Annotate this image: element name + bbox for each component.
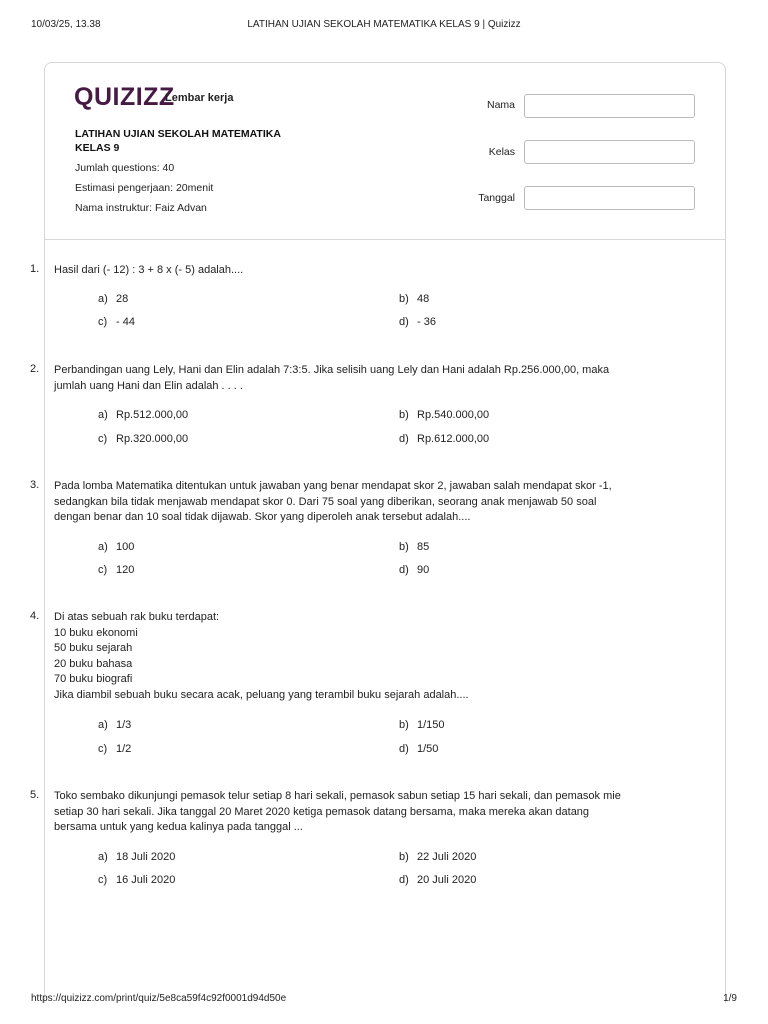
option-text: Rp.512.000,00 [116, 409, 189, 421]
option-b [399, 293, 429, 305]
option-a [98, 541, 134, 553]
sheet-type-label: Lembar kerja [165, 92, 234, 104]
instructor-name: Nama instruktur: Faiz Advan [75, 202, 207, 214]
option-letter: d) [399, 316, 409, 328]
option-text: 28 [116, 293, 129, 305]
option-text: - 44 [116, 316, 135, 328]
estimated-time: Estimasi pengerjaan: 20menit [75, 182, 214, 194]
question-number: 5. [30, 789, 40, 801]
option-a [98, 293, 128, 305]
option-letter: c) [98, 743, 108, 755]
quizizz-logo: QUIZIZZ [74, 83, 175, 111]
question-number: 2. [30, 363, 40, 375]
question-text: Perbandingan uang Lely, Hani dan Elin adalah 7:3:5. Jika selisih uang Lely dan Hani adalah Rp.256.000,00, maka jumlah uang Hani dan Elin adalah . . . . [54, 364, 610, 392]
quiz-title-line1: LATIHAN UJIAN SEKOLAH MATEMATIKA [75, 128, 281, 140]
option-c [98, 433, 188, 445]
option-a [98, 719, 131, 731]
option-letter: c) [98, 874, 108, 886]
option-c [98, 743, 131, 755]
print-url: https://quizizz.com/print/quiz/5e8ca59f4c92f0001d94d50e [31, 993, 287, 1004]
quiz-title [75, 127, 315, 155]
option-b [399, 409, 489, 421]
option-text: 1/3 [116, 719, 132, 731]
quiz-title-line2: KELAS 9 [75, 142, 120, 154]
option-letter: c) [98, 316, 108, 328]
option-b [399, 851, 476, 863]
question-number: 4. [30, 610, 40, 622]
option-text: Rp.320.000,00 [116, 433, 189, 445]
option-d [399, 874, 476, 886]
option-letter: b) [399, 293, 409, 305]
option-d [399, 433, 489, 445]
option-text: 90 [417, 564, 430, 576]
question-text: Di atas sebuah rak buku terdapat: 10 buku ekonomi 50 buku sejarah 20 buku bahasa 70 buku biografi Jika diambil sebuah buku secara acak, peluang yang terambil buku sejarah adalah.... [54, 611, 469, 701]
option-letter: d) [399, 564, 409, 576]
option-d [399, 743, 438, 755]
class-label: Kelas [488, 146, 515, 158]
option-d [399, 564, 429, 576]
option-a [98, 851, 175, 863]
option-letter: c) [98, 564, 108, 576]
option-text: 85 [417, 541, 430, 553]
question-text: Hasil dari (- 12) : 3 + 8 x (- 5) adalah.... [54, 264, 244, 276]
option-text: 18 Juli 2020 [116, 851, 176, 863]
option-letter: d) [399, 743, 409, 755]
option-letter: a) [98, 719, 108, 731]
option-text: Rp.612.000,00 [417, 433, 490, 445]
option-text: 22 Juli 2020 [417, 851, 477, 863]
date-field[interactable] [524, 186, 695, 210]
option-c [98, 564, 134, 576]
option-text: 1/2 [116, 743, 132, 755]
option-letter: a) [98, 851, 108, 863]
name-label: Nama [486, 99, 515, 111]
worksheet-header [45, 63, 725, 240]
print-title: LATIHAN UJIAN SEKOLAH MATEMATIKA KELAS 9 | Quizizz [247, 19, 521, 30]
option-text: 1/50 [417, 743, 439, 755]
option-letter: d) [399, 433, 409, 445]
option-text: 1/150 [417, 719, 445, 731]
option-text: 120 [116, 564, 135, 576]
option-letter: b) [399, 409, 409, 421]
option-letter: a) [98, 541, 108, 553]
option-text: 20 Juli 2020 [417, 874, 477, 886]
option-letter: a) [98, 293, 108, 305]
option-letter: b) [399, 719, 409, 731]
page-number: 1/9 [723, 993, 737, 1004]
question-number: 3. [30, 479, 40, 491]
option-d [399, 316, 436, 328]
option-a [98, 409, 188, 421]
class-field[interactable] [524, 140, 695, 164]
question-text: Pada lomba Matematika ditentukan untuk jawaban yang benar mendapat skor 2, jawaban salah mendapat skor -1, sedangkan bila tidak menjawab mendapat skor 0. Dari 75 soal yang diberikan, seorang anak menjawab 50 soal dengan benar dan 10 soal tidak dijawab. Skor yang diperoleh anak tersebut adalah.... [54, 480, 612, 523]
option-c [98, 874, 175, 886]
option-letter: c) [98, 433, 108, 445]
option-text: Rp.540.000,00 [417, 409, 490, 421]
option-c [98, 316, 135, 328]
option-b [399, 719, 445, 731]
print-date: 10/03/25, 13.38 [31, 19, 101, 30]
option-text: 100 [116, 541, 135, 553]
option-text: 48 [417, 293, 430, 305]
questions-count: Jumlah questions: 40 [75, 162, 175, 174]
option-letter: b) [399, 851, 409, 863]
date-label: Tanggal [478, 192, 515, 204]
option-text: 16 Juli 2020 [116, 874, 176, 886]
print-header [0, 19, 768, 33]
option-letter: a) [98, 409, 108, 421]
option-b [399, 541, 429, 553]
option-letter: b) [399, 541, 409, 553]
question-text: Toko sembako dikunjungi pemasok telur setiap 8 hari sekali, pemasok sabun setiap 15 hari sekali, dan pemasok mie setiap 30 hari sekali. Jika tanggal 20 Maret 2020 ketiga pemasok datang bersama, maka mereka akan datang bersama untuk yang kedua kalinya pada tanggal ... [54, 790, 621, 833]
option-letter: d) [399, 874, 409, 886]
option-text: - 36 [417, 316, 436, 328]
question-number: 1. [30, 263, 40, 275]
name-field[interactable] [524, 94, 695, 118]
